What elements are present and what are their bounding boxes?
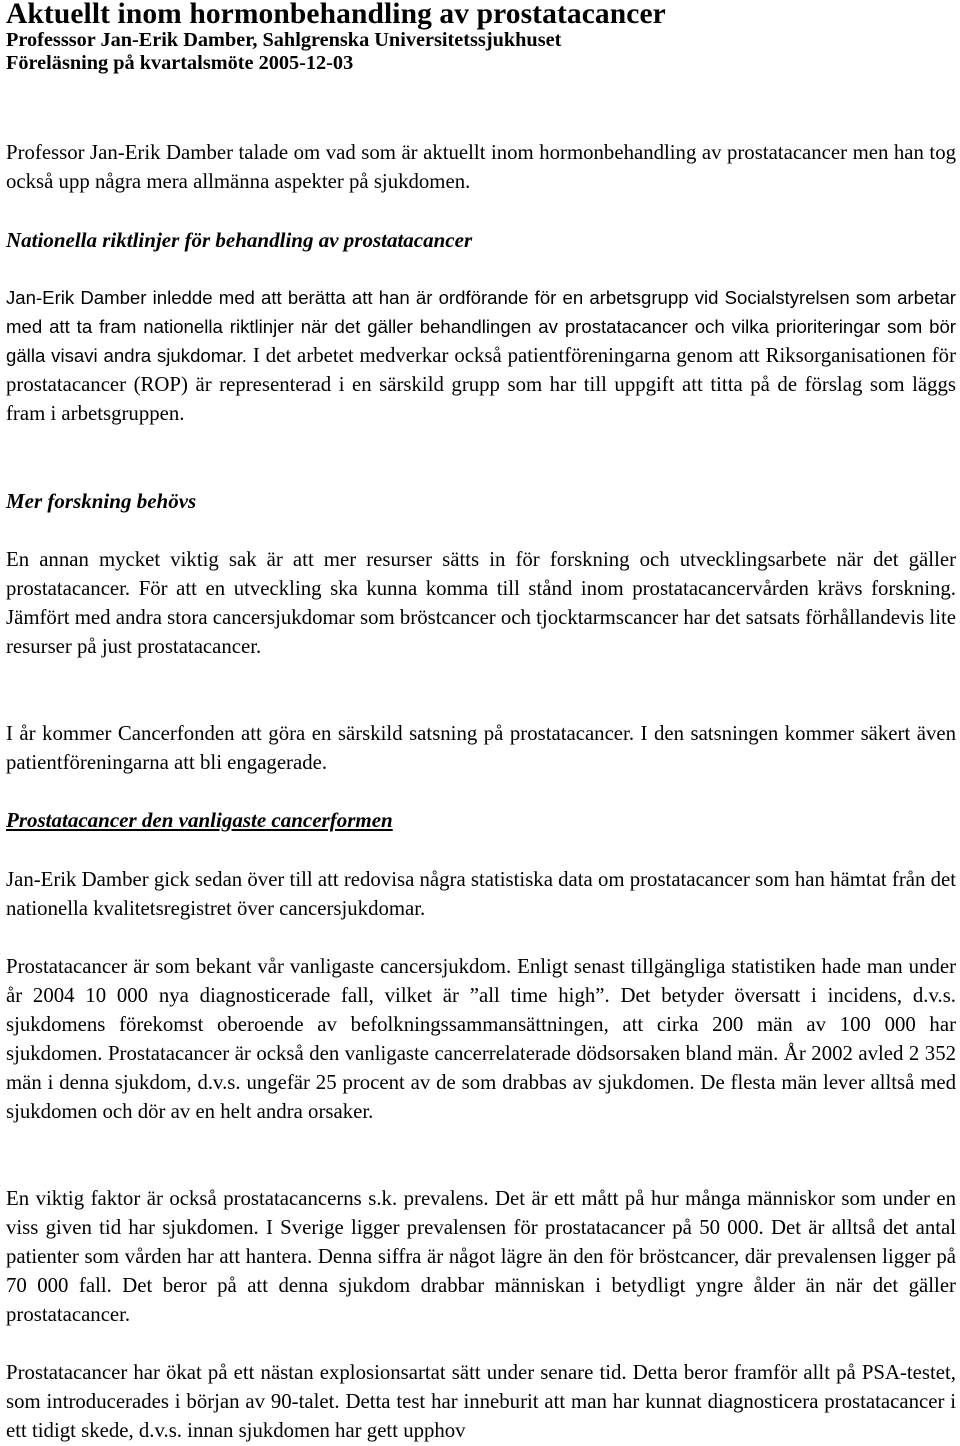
section-paragraph: En viktig faktor är också prostatacancerns s.k. prevalens. Det är ett mått på hur många människor som under en viss given tid har sjukdomen. I Sverige ligger prevalensen för prostatacancer på 50 000. Det är alltså det antal patienter som vården har att hantera. Denna siffra är något lägre än den för bröstcancer, där prevalensen ligger på 70 000 fall. Det beror på att denna sjukdom drabbar människan i betydligt yngre ålder än när det gäller prostatacancer.: [6, 1187, 956, 1326]
event-line: Föreläsning på kvartalsmöte 2005-12-03: [6, 52, 354, 74]
author-line: Professsor Jan-Erik Damber, Sahlgrenska Universitetssjukhuset: [6, 29, 562, 51]
section-paragraph: Prostatacancer har ökat på ett nästan explosionsartat sätt under senare tid. Detta beror framför allt på PSA-testet, som introducerades i början av 90-talet. Detta test har inneburit att man har kunnat diagnosticera prostatacancer i ett tidigt skede, d.v.s. innan sjukdomen har gett upphov: [6, 1361, 956, 1442]
section-paragraph: [6, 283, 956, 428]
document-title: Aktuellt inom hormonbehandling av prostatacancer: [6, 0, 666, 30]
section-heading-vanligaste-cancerformen: Prostatacancer den vanligaste cancerformen: [6, 808, 393, 832]
paragraph-sans-part: Jan-Erik Damber inledde med att berätta att han är ordförande för en arbetsgrupp vid Socialstyrelsen som arbetar med att ta fram nationella riktlinjer när det gäller behandlingen av prostatacancer och vilka prioriteringar som bör gälla visavi andra sjukdomar.: [6, 287, 956, 366]
document-page: [6, 0, 957, 1442]
section-paragraph: En annan mycket viktig sak är att mer resurser sätts in för forskning och utvecklingsarbete när det gäller prostatacancer. För att en utveckling ska kunna komma till stånd inom prostatacancervården krävs forskning. Jämfört med andra stora cancersjukdomar som bröstcancer och tjocktarmscancer har det satsats förhållandevis lite resurser på just prostatacancer.: [6, 548, 956, 658]
section-heading-mer-forskning: Mer forskning behövs: [6, 489, 197, 513]
section-paragraph: Jan-Erik Damber gick sedan över till att redovisa några statistiska data om prostatacancer som han hämtat från det nationella kvalitetsregistret över cancersjukdomar.: [6, 868, 956, 920]
section-paragraph: Prostatacancer är som bekant vår vanligaste cancersjukdom. Enligt senast tillgängliga statistiken hade man under år 2004 10 000 nya diagnosticerade fall, vilket är ”all time high”. Det betyder översatt i incidens, d.v.s. sjukdomens förekomst oberoende av befolkningssammansättningen, att cirka 200 män av 100 000 har sjukdomen. Prostatacancer är också den vanligaste cancerrelaterade dödsorsaken bland män. År 2002 avled 2 352 män i denna sjukdom, d.v.s. ungefär 25 procent av de som drabbas av sjukdomen. De flesta män lever alltså med sjukdomen och dör av en helt andra orsaker.: [6, 955, 956, 1123]
intro-paragraph: Professor Jan-Erik Damber talade om vad som är aktuellt inom hormonbehandling av prostatacancer men han tog också upp några mera allmänna aspekter på sjukdomen.: [6, 141, 956, 193]
paragraph-serif-part: I det arbetet medverkar också patientföreningarna genom att Riksorganisationen för prostatacancer (ROP) är representerad i en särskild grupp som har till uppgift att titta på de förslag som läggs fram i arbetsgruppen.: [6, 344, 957, 425]
section-heading-nationella-riktlinjer: Nationella riktlinjer för behandling av prostatacancer: [6, 228, 473, 252]
section-paragraph: I år kommer Cancerfonden att göra en särskild satsning på prostatacancer. I den satsningen kommer säkert även patientföreningarna att bli engagerade.: [6, 722, 956, 774]
